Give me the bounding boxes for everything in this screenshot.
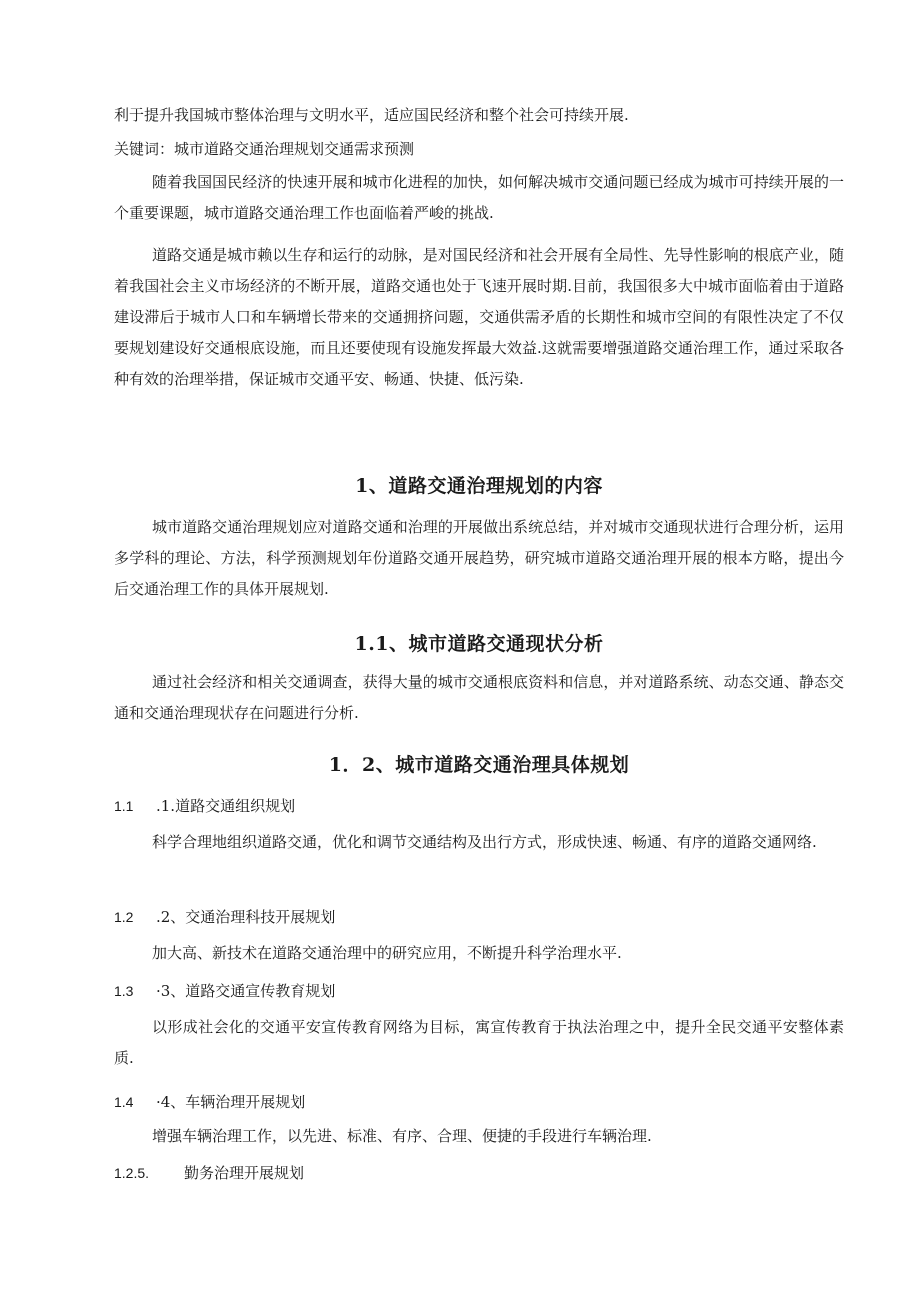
item-label: .2、交通治理科技开展规划 (156, 908, 336, 926)
item-number: 1.3 (114, 983, 134, 999)
item-number: 1.2.5. (114, 1165, 150, 1181)
item-label: ·4、车辆治理开展规划 (156, 1093, 306, 1111)
paragraph-1: 随着我国国民经济的快速开展和城市化进程的加快，如何解决城市交通问题已经成为城市可持续开展的一个重要课题，城市道路交通治理工作也面临着严峻的挑战. (114, 173, 844, 222)
item-heading (114, 1087, 844, 1117)
item-label: 勤务治理开展规划 (184, 1164, 305, 1182)
item-number: 1.4 (114, 1094, 134, 1110)
item-body: 科学合理地组织道路交通，优化和调节交通结构及出行方式，形成快速、畅通、有序的道路交通网络. (152, 833, 817, 851)
section-1-body: 城市道路交通治理规划应对道路交通和治理的开展做出系统总结，并对城市交通现状进行合理分析，运用多学科的理论、方法，科学预测规划年份道路交通开展趋势，研究城市道路交通治理开展的根本方略，提出今后交通治理工作的具体开展规划. (114, 518, 844, 598)
item-label: ·3、道路交通宣传教育规划 (156, 982, 336, 1000)
paragraph-2: 道路交通是城市赖以生存和运行的动脉，是对国民经济和社会开展有全局性、先导性影响的根底产业，随着我国社会主义市场经济的不断开展，道路交通也处于飞速开展时期.目前，我国很多大中城市面临着由于道路建设滞后于城市人口和车辆增长带来的交通拥挤问题，交通供需矛盾的长期性和城市空间的有限性决定了不仅要规划建设好交通根底设施，而且还要使现有设施发挥最大效益.这就需要增强道路交通治理工作，通过采取各种有效的治理举措，保证城市交通平安、畅通、快捷、低污染. (114, 246, 844, 388)
section-1-2-title: 1．2、城市道路交通治理具体规划 (328, 754, 630, 776)
item-body: 加大高、新技术在道路交通治理中的研究应用，不断提升科学治理水平. (152, 944, 622, 962)
keywords-line: 关键词：城市道路交通治理规划交通需求预测 (114, 140, 415, 158)
section-1-1-title: 1.1、城市道路交通现状分析 (354, 633, 604, 655)
item-heading (114, 976, 844, 1006)
item-heading (114, 902, 844, 932)
item-number: 1.1 (114, 798, 134, 814)
section-1-1-body: 通过社会经济和相关交通调查，获得大量的城市交通根底资料和信息，并对道路系统、动态交通、静态交通和交通治理现状存在问题进行分析. (114, 673, 844, 722)
item-body: 增强车辆治理工作，以先进、标准、有序、合理、便捷的手段进行车辆治理. (152, 1127, 652, 1145)
item-body: 以形成社会化的交通平安宣传教育网络为目标，寓宣传教育于执法治理之中，提升全民交通平安整体素质. (114, 1018, 844, 1067)
item-number: 1.2 (114, 909, 134, 925)
item-label: .1.道路交通组织规划 (156, 797, 296, 815)
item-heading (114, 791, 844, 821)
intro-tail-paragraph: 利于提升我国城市整体治理与文明水平，适应国民经济和整个社会可持续开展. (114, 106, 629, 124)
section-1-title: 1、道路交通治理规划的内容 (355, 475, 603, 497)
item-heading (114, 1158, 844, 1188)
